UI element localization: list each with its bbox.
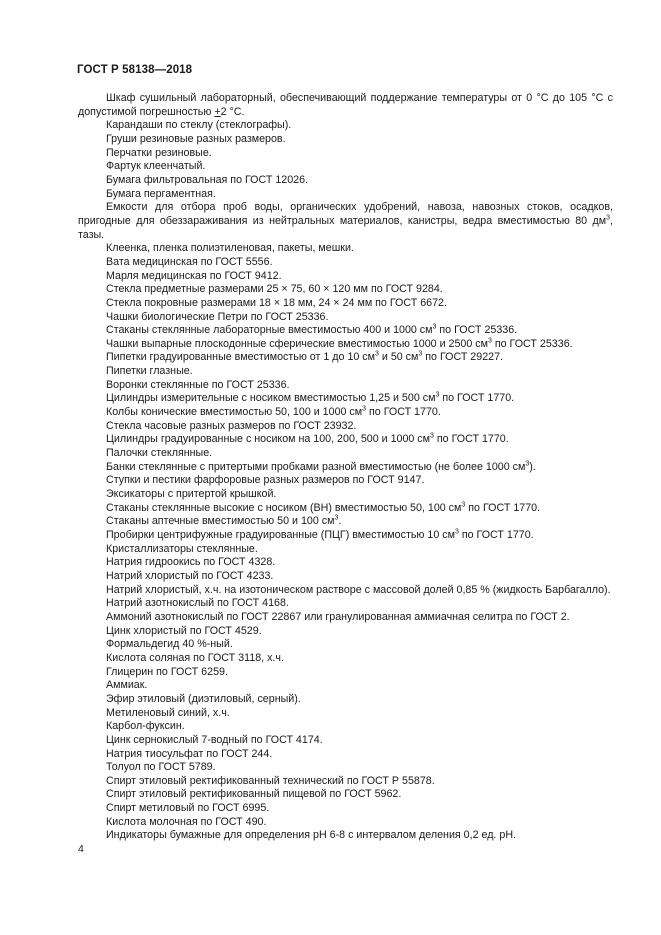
list-item-text: Перчатки резиновые.: [106, 146, 212, 159]
list-item: [78, 679, 613, 693]
list-item: [78, 379, 613, 393]
superscript: 3: [487, 337, 492, 345]
list-item: [78, 256, 613, 270]
equipment-list: [78, 92, 613, 843]
list-item: [78, 788, 613, 802]
superscript: 3: [430, 432, 434, 440]
superscript: 3: [334, 514, 339, 522]
list-item-text: по ГОСТ 25336.: [436, 324, 518, 337]
list-item-text: Вата медицинская по ГОСТ 5556.: [106, 255, 273, 268]
list-item: [78, 775, 613, 789]
list-item: [78, 270, 613, 284]
list-item-text: Банки стеклянные с притертыми пробками разной вместимостью (не более 1000 см: [106, 460, 526, 473]
list-item: [78, 392, 613, 406]
list-item: [78, 543, 613, 557]
list-item: [78, 666, 613, 680]
superscript: 3: [418, 350, 423, 358]
list-item-text: Натрий азотнокислый по ГОСТ 4168.: [106, 597, 289, 610]
list-item-text: Шкаф сушильный лабораторный, обеспечивающий поддержание температуры от 0 °С до 105 °С с допустимой погрешностью: [78, 92, 613, 118]
list-item-text: Аммоний азотнокислый по ГОСТ 22867 или гранулированная аммиачная селитра по ГОСТ 2.: [106, 610, 570, 623]
list-item-text: и 50 см: [378, 351, 419, 364]
list-item-text: по ГОСТ 1770.: [366, 406, 441, 419]
list-item-text: Карбол-фуксин.: [106, 720, 185, 733]
list-item: [78, 324, 613, 338]
list-item-text: Цинк сернокислый 7-водный по ГОСТ 4174.: [106, 733, 323, 746]
list-item: [78, 133, 613, 147]
list-item-text: Стекла покровные размерами 18 × 18 мм, 24 × 24 мм по ГОСТ 6672.: [106, 296, 447, 309]
list-item: [78, 119, 613, 133]
page-number: 4: [78, 843, 84, 855]
list-item-text: по ГОСТ 29227.: [422, 351, 503, 364]
list-item-text: Метиленовый синий, х.ч.: [106, 706, 230, 719]
list-item-text: Спирт этиловый ректификованный пищевой по ГОСТ 5962.: [106, 788, 402, 801]
list-item-text: Аммиак.: [106, 679, 148, 692]
list-item: [78, 160, 613, 174]
list-item: [78, 529, 613, 543]
list-item-text: Цинк хлористый по ГОСТ 4529.: [106, 624, 262, 637]
list-item: [78, 556, 613, 570]
list-item: [78, 707, 613, 721]
list-item-text: Клеенка, пленка полиэтиленовая, пакеты, мешки.: [106, 242, 354, 255]
list-item-text: 2 °С.: [220, 105, 245, 118]
superscript: 3: [461, 501, 466, 509]
list-item: [78, 447, 613, 461]
list-item-text: Цилиндры измерительные с носиком вместимостью 1,25 и 500 см: [106, 392, 436, 405]
list-item: [78, 92, 613, 119]
list-item-text: Толуол по ГОСТ 5789.: [106, 761, 216, 774]
superscript: 3: [606, 214, 611, 222]
underlined-sign: +: [214, 105, 221, 118]
list-item-text: Чашки биологические Петри по ГОСТ 25336.: [106, 310, 329, 323]
list-item: [78, 734, 613, 748]
list-item-text: Кристаллизаторы стеклянные.: [106, 542, 258, 555]
superscript: 3: [362, 405, 367, 413]
list-item-text: по ГОСТ 1770.: [439, 392, 515, 405]
list-item-text: Пипетки глазные.: [106, 365, 193, 378]
list-item-text: по ГОСТ 1770.: [458, 529, 534, 541]
list-item: [78, 201, 613, 242]
list-item-text: Кислота молочная по ГОСТ 490.: [106, 815, 267, 828]
list-item: [78, 652, 613, 666]
list-item-text: Цилиндры градуированные с носиком на 100, 200, 500 и 1000 см: [106, 433, 431, 446]
list-item: [78, 311, 613, 325]
list-item-text: Спирт метиловый по ГОСТ 6995.: [106, 802, 270, 815]
list-item-text: Кислота соляная по ГОСТ 3118, х.ч.: [106, 651, 284, 664]
list-item-text: Стекла часовые разных размеров по ГОСТ 23932.: [106, 419, 357, 432]
list-item-text: Ступки и пестики фарфоровые разных размеров по ГОСТ 9147.: [106, 474, 425, 487]
list-item-text: Пробирки центрифужные градуированные (ПЦГ) вместимостью 10 см: [106, 529, 455, 541]
list-item: [78, 693, 613, 707]
list-item-text: Эксикаторы с притертой крышкой.: [106, 488, 277, 501]
list-item: [78, 433, 613, 447]
list-item-text: Эфир этиловый (диэтиловый, серный).: [106, 692, 301, 705]
list-item: [78, 748, 613, 762]
list-item-text: Натрий хлористый, х.ч. на изотоническом растворе с массовой долей 0,85 % (жидкость Барбагалло).: [106, 583, 611, 596]
superscript: 3: [525, 460, 530, 468]
list-item-text: Груши резиновые разных размеров.: [106, 132, 286, 145]
list-item-text: Индикаторы бумажные для определения рН 6-8 с интервалом деления 0,2 ед. рН.: [106, 829, 517, 842]
list-item-text: Карандаши по стеклу (стеклографы).: [106, 119, 292, 132]
list-item: [78, 283, 613, 297]
list-item-text: , тазы.: [78, 214, 613, 241]
list-item: [78, 147, 613, 161]
list-item: [78, 242, 613, 256]
list-item-text: Спирт этиловый ректификованный технический по ГОСТ Р 55878.: [106, 774, 435, 787]
list-item: [78, 638, 613, 652]
list-item: [78, 420, 613, 434]
list-item-text: Формальдегид 40 %-ный.: [106, 638, 233, 651]
list-item: [78, 351, 613, 365]
list-item-text: по ГОСТ 1770.: [465, 501, 541, 514]
list-item-text: Бумага фильтровальная по ГОСТ 12026.: [106, 173, 309, 186]
superscript: 3: [432, 323, 437, 331]
list-item: [78, 406, 613, 420]
list-item: [78, 188, 613, 202]
list-item-text: Воронки стеклянные по ГОСТ 25336.: [106, 378, 290, 391]
list-item: [78, 611, 613, 625]
list-item-text: ).: [529, 460, 536, 473]
list-item-text: Палочки стеклянные.: [106, 447, 213, 460]
list-item-text: Бумага пергаментная.: [106, 187, 216, 200]
superscript: 3: [375, 350, 379, 358]
list-item-text: Колбы конические вместимостью 50, 100 и 1000 см: [106, 406, 363, 419]
list-item-text: Фартук клеенчатый.: [106, 160, 206, 173]
list-item-text: Стаканы стеклянные высокие с носиком (ВН) вместимостью 50, 100 см: [106, 501, 462, 514]
list-item-text: Чашки выпарные плоскодонные сферические вместимостью 1000 и 2500 см: [106, 337, 488, 350]
list-item: [78, 570, 613, 584]
list-item: [78, 720, 613, 734]
superscript: 3: [454, 528, 459, 536]
list-item-text: по ГОСТ 25336.: [491, 337, 573, 350]
list-item: [78, 761, 613, 775]
document-header: ГОСТ Р 58138—2018: [77, 64, 193, 76]
list-item-text: Емкости для отбора проб воды, органических удобрений, навоза, навозных стоков, осадков, пригодные для обеззараживания из нейтральных материалов, канистры, ведра вместимостью 80 дм: [78, 201, 613, 227]
list-item-text: Натрия гидроокись по ГОСТ 4328.: [106, 556, 276, 569]
list-item-text: Глицерин по ГОСТ 6259.: [106, 665, 228, 678]
list-item: [78, 474, 613, 488]
list-item-text: Стаканы аптечные вместимостью 50 и 100 см: [106, 515, 335, 528]
list-item: [78, 488, 613, 502]
list-item: [78, 297, 613, 311]
list-item: [78, 515, 613, 529]
list-item: [78, 597, 613, 611]
list-item: [78, 829, 613, 843]
list-item-text: Пипетки градуированные вместимостью от 1 до 10 см: [106, 351, 375, 364]
list-item-text: .: [338, 515, 342, 528]
list-item-text: по ГОСТ 1770.: [433, 433, 509, 446]
list-item: [78, 625, 613, 639]
list-item: [78, 174, 613, 188]
list-item: [78, 802, 613, 816]
list-item-text: Натрий хлористый по ГОСТ 4233.: [106, 569, 274, 582]
list-item-text: Стаканы стеклянные лабораторные вместимостью 400 и 1000 см: [106, 324, 433, 337]
list-item: [78, 816, 613, 830]
list-item: [78, 461, 613, 475]
superscript: 3: [435, 391, 440, 399]
list-item-text: Марля медицинская по ГОСТ 9412.: [106, 269, 282, 282]
list-item: [78, 338, 613, 352]
list-item: [78, 584, 613, 598]
list-item-text: Натрия тиосульфат по ГОСТ 244.: [106, 747, 273, 760]
list-item-text: Стекла предметные размерами 25 × 75, 60 × 120 мм по ГОСТ 9284.: [106, 283, 443, 296]
list-item: [78, 502, 613, 516]
list-item: [78, 365, 613, 379]
